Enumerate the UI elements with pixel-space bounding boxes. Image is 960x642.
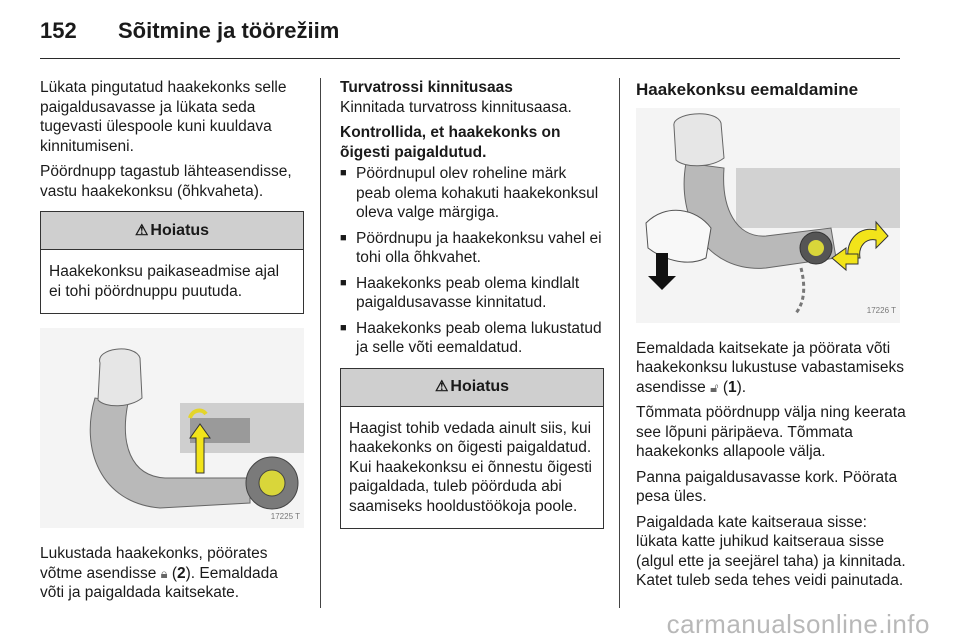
paragraph: Lukustada haakekonks, pöörates võtme asendisse 🔒︎ (2). Eemaldada võti ja paigaldada kaitsekate.: [40, 545, 278, 601]
header-rule: [40, 58, 900, 59]
warning-title: Hoiatus: [450, 378, 510, 396]
watermark: carmanualsonline.info: [666, 609, 930, 639]
warning-text: Haakekonksu paikaseadmise ajal ei tohi pöördnuppu puutuda.: [49, 263, 280, 300]
column-divider-1: [320, 78, 321, 608]
tow-hook-illustration: [40, 328, 304, 528]
check-list: [340, 164, 604, 358]
page-title: Sõitmine ja töörežiim: [118, 18, 340, 43]
warning-text: Haagist tohib vedada ainult siis, kui haakekonks on õigesti paigaldatud. Kui haakekonksu ei õnnestu õigesti paigaldada, tuleb pöörduda abi saamiseks hooldustöökoja poole.: [349, 419, 592, 515]
warning-title: Hoiatus: [150, 221, 210, 239]
lock-closed-icon: 🔒︎: [160, 565, 168, 581]
paragraph: Eemaldada kaitsekate ja pöörata võti haakekonksu lukustuse vabastamiseks asendisse 🔓︎ (1).: [636, 339, 904, 396]
warning-header: [341, 369, 603, 407]
warning-box: [40, 211, 304, 314]
column-1: [40, 78, 304, 609]
figure-label: 17225 T: [270, 511, 300, 521]
list-item: ■ Haakekonks peab olema lukustatud ja selle võti eemaldatud.: [340, 319, 604, 358]
paragraph: Panna paigaldusavasse kork. Pöörata pesa üles.: [636, 468, 898, 505]
section-heading: Turvatrossi kinnitusaas: [340, 79, 513, 96]
warning-triangle-icon: ⚠: [134, 221, 149, 239]
paragraph: Paigaldada kate kaitseraua sisse: lükata katte juhikud kaitseraua sisse (algul ette ja seejärel taha) ja kinnitada. Katet tuleb seda tehes veidi painutada.: [636, 513, 906, 589]
tow-hook-install-figure: [40, 328, 304, 528]
column-3: [636, 78, 906, 597]
page-header: [40, 18, 339, 52]
list-item: ■ Pöördnupu ja haakekonksu vahel ei tohi olla õhkvahet.: [340, 229, 604, 268]
figure-label: 17226 T: [866, 306, 896, 315]
list-item: ■ Haakekonks peab olema kindlalt paigaldusavasse kinnitatud.: [340, 274, 604, 313]
warning-box: [340, 368, 604, 530]
lock-open-icon: 🔓︎: [710, 379, 719, 395]
paragraph: Lükata pingutatud haakekonks selle paigaldusavasse ja lükata seda tugevasti ülespoole kuni kuuldava kinnitumiseni.: [40, 79, 287, 155]
check-heading: Kontrollida, et haakekonks on õigesti paigaldutud.: [340, 124, 561, 161]
tow-hook-removal-figure: [636, 108, 900, 323]
section-heading: Haakekonksu eemaldamine: [636, 80, 859, 99]
column-2: [340, 78, 604, 543]
page-number: 152: [40, 18, 77, 43]
warning-triangle-icon: ⚠: [434, 378, 449, 396]
list-item: ■ Pöördnupul olev roheline märk peab olema kohakuti haakekonksul oleva valge märgiga.: [340, 164, 604, 223]
paragraph: Kinnitada turvatross kinnitusaasa.: [340, 98, 572, 116]
warning-header: [41, 212, 303, 250]
paragraph: Pöördnupp tagastub lähteasendisse, vastu haakekonksu (õhkvaheta).: [40, 163, 292, 200]
paragraph: Tõmmata pöördnupp välja ning keerata see lõpuni päripäeva. Tõmmata haakekonks allapoole välja.: [636, 404, 906, 460]
column-divider-2: [619, 78, 620, 608]
tow-hook-removal-illustration: [636, 108, 900, 323]
